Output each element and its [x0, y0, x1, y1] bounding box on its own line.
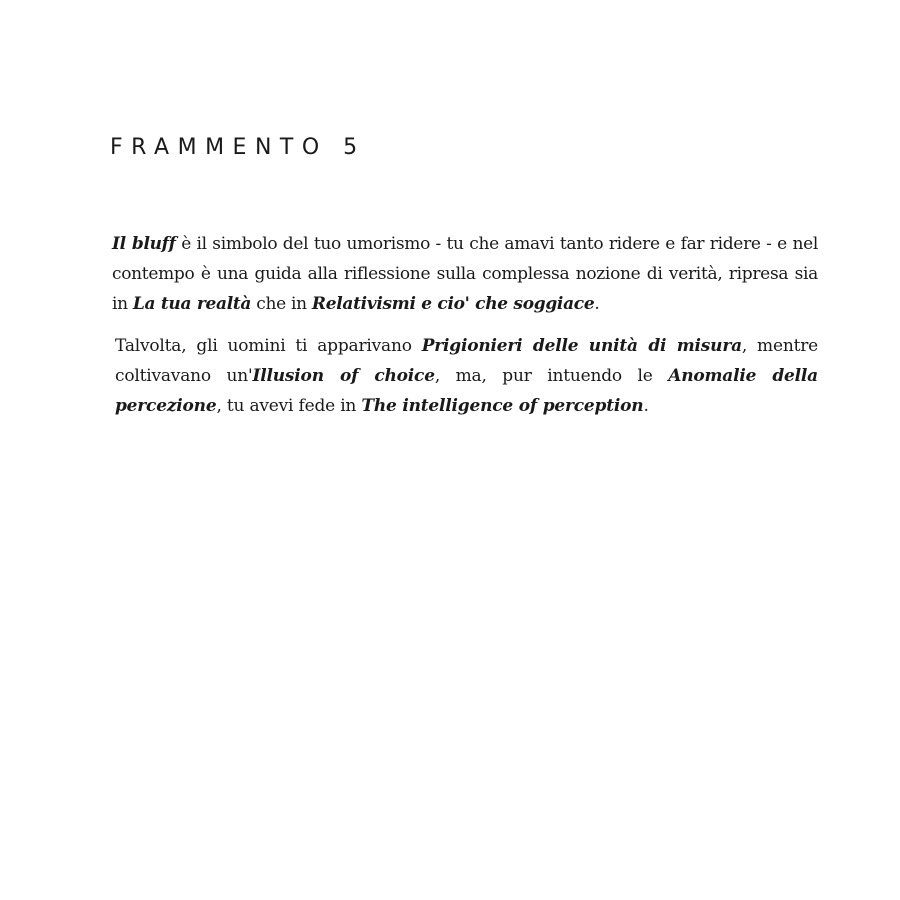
work-title: Prigionieri delle unità di misura — [421, 336, 742, 356]
paragraph-text: . — [643, 396, 649, 416]
paragraph-text: Talvolta, gli uomini ti apparivano — [115, 336, 422, 356]
section-heading: FRAMMENTO 5 — [110, 135, 366, 160]
paragraph-text: è il simbolo del tuo umorismo - tu che amavi tanto ridere e far ridere - e nel contempo è una guida alla riflessione sulla complessa nozione di verità, ripresa sia in — [112, 234, 818, 314]
work-title: The intelligence of perception — [361, 396, 644, 416]
paragraph-text: , tu avevi fede in — [216, 396, 362, 416]
body-text — [112, 229, 818, 421]
work-title: Illusion of choice — [252, 366, 435, 386]
paragraph-2 — [112, 331, 818, 421]
paragraph-text: che in — [251, 294, 312, 314]
paragraph-1 — [112, 229, 818, 319]
paragraph-text: . — [594, 294, 600, 314]
work-title: Il bluff — [112, 234, 176, 254]
work-title: Relativismi e cio' che soggiace — [311, 294, 595, 314]
paragraph-text: , ma, pur intuendo le — [434, 366, 669, 386]
work-title: Anomalie della percezione — [115, 366, 818, 416]
work-title: La tua realtà — [132, 294, 252, 314]
paragraph-text: , mentre coltivavano un' — [115, 336, 818, 386]
